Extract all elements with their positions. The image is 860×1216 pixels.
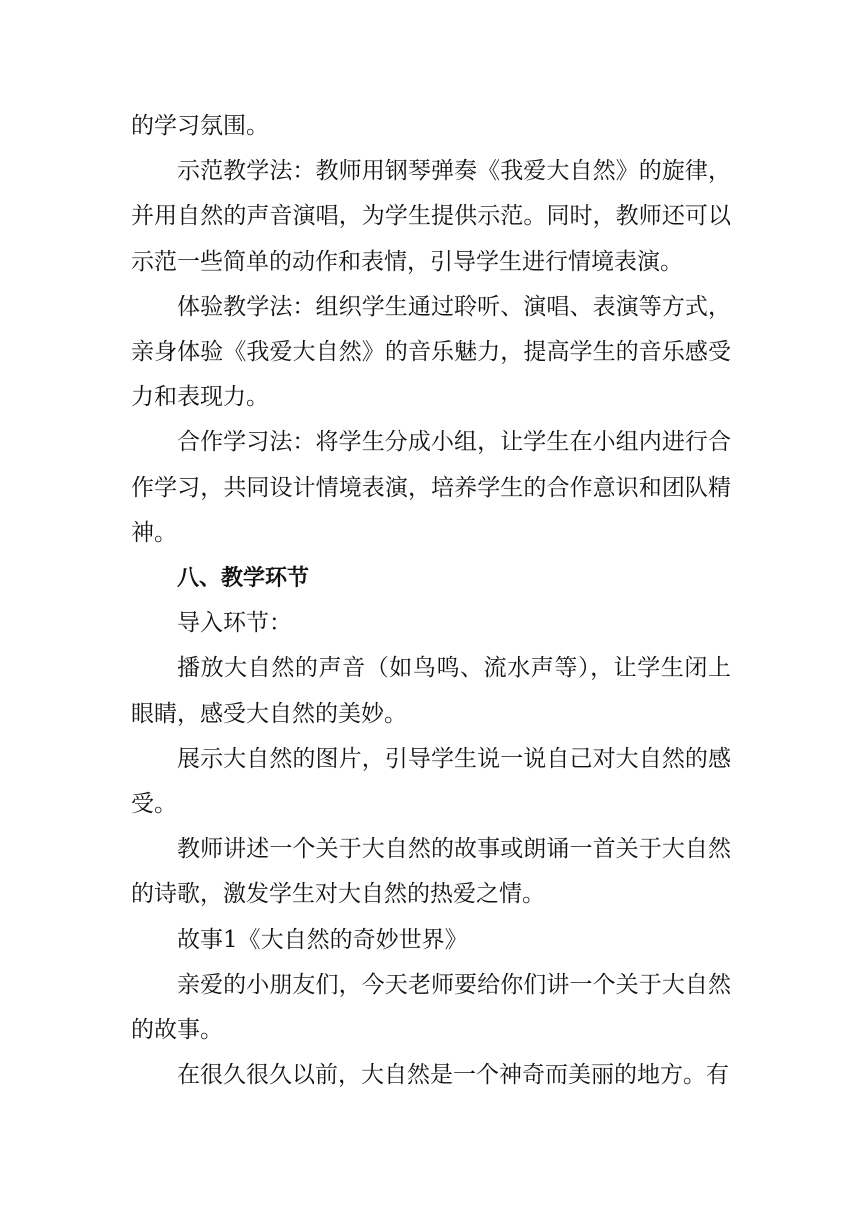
paragraph-experience-method: 体验教学法：组织学生通过聆听、演唱、表演等方式，亲身体验《我爱大自然》的音乐魅力，提高学生的音乐感受力和表现力。 bbox=[131, 293, 731, 411]
paragraph-continuation: 的学习氛围。 bbox=[131, 113, 269, 139]
subheading-introduction: 导入环节： bbox=[177, 610, 292, 637]
paragraph-story-opening: 亲爱的小朋友们，今天老师要给你们讲一个关于大自然的故事。 bbox=[131, 971, 731, 1044]
story-title: 故事1《大自然的奇妙世界》 bbox=[177, 926, 468, 953]
paragraph-show-pictures: 展示大自然的图片，引导学生说一说自己对大自然的感受。 bbox=[131, 745, 731, 818]
paragraph-demonstration-method: 示范教学法：教师用钢琴弹奏《我爱大自然》的旋律，并用自然的声音演唱，为学生提供示范。同时，教师还可以示范一些简单的动作和表情，引导学生进行情境表演。 bbox=[131, 158, 731, 275]
paragraph-cooperative-method: 合作学习法：将学生分成小组，让学生在小组内进行合作学习，共同设计情境表演，培养学生的合作意识和团队精神。 bbox=[131, 429, 731, 546]
section-heading-teaching-steps: 八、教学环节 bbox=[177, 566, 310, 592]
paragraph-play-nature-sounds: 播放大自然的声音（如鸟鸣、流水声等），让学生闭上眼睛，感受大自然的美妙。 bbox=[131, 655, 731, 727]
document-body bbox=[131, 104, 731, 1098]
paragraph-tell-story: 教师讲述一个关于大自然的故事或朗诵一首关于大自然的诗歌，激发学生对大自然的热爱之情。 bbox=[131, 836, 731, 908]
paragraph-story-body: 在很久很久以前，大自然是一个神奇而美丽的地方。有 bbox=[177, 1062, 729, 1089]
